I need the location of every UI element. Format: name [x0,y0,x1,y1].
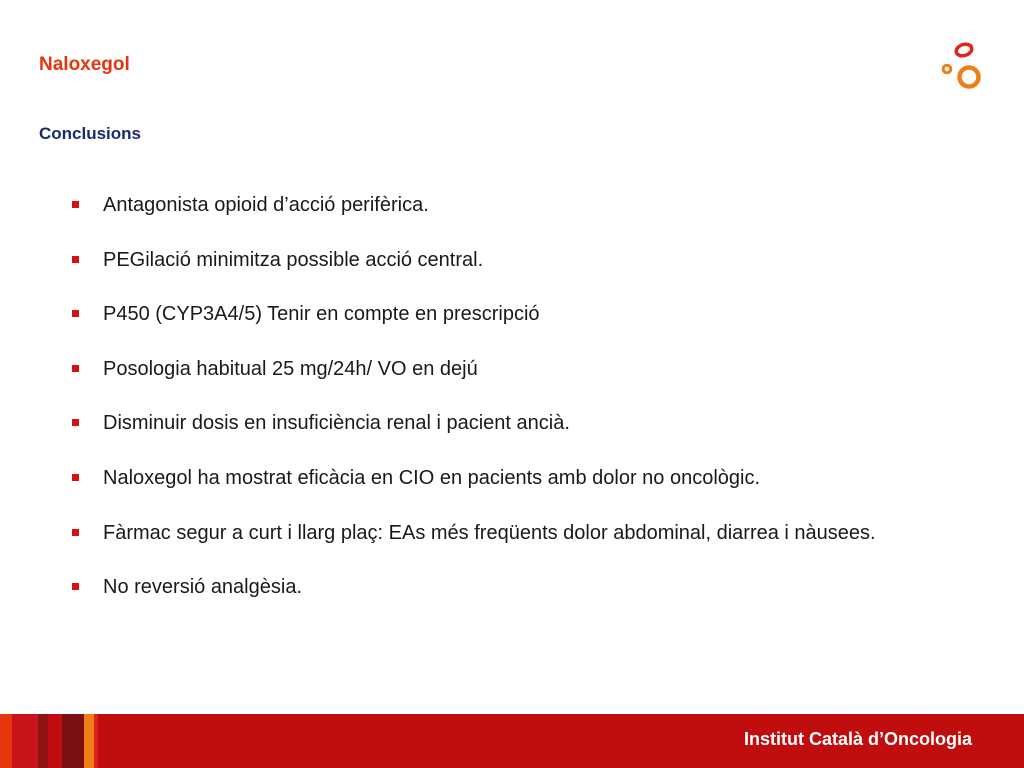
bullet-text: Posologia habitual 25 mg/24h/ VO en dejú [103,357,478,380]
footer-stripe [12,714,38,768]
bullet-text: Naloxegol ha mostrat eficàcia en CIO en pacients amb dolor no oncològic. [103,466,761,489]
footer-stripe [38,714,48,768]
footer-bar [0,714,1024,768]
bullet-square-icon [72,310,79,317]
bullet-text: P450 (CYP3A4/5) Tenir en compte en prescripció [103,303,540,326]
bullet-square-icon [72,256,79,263]
footer-institution: Institut Català d’Oncologia [743,729,972,749]
bullet-text: Fàrmac segur a curt i llarg plaç: EAs més freqüents dolor abdominal, diarrea i nàusees. [103,521,876,544]
bullet-text: PEGilació minimitza possible acció central. [103,248,484,271]
bullet-item [70,190,876,245]
bullet-square-icon [72,474,79,481]
footer-stripe [94,714,98,768]
footer-stripe [48,714,62,768]
bullet-square-icon [72,529,79,536]
bullet-item [70,518,876,573]
bullet-item [70,299,876,354]
bullet-item [70,463,876,518]
bullet-item [70,572,876,627]
bullet-square-icon [72,365,79,372]
bullet-square-icon [72,583,79,590]
slide-subtitle: Conclusions [39,124,142,143]
bullet-item [70,245,876,300]
slide-title: Naloxegol [39,54,130,75]
footer-stripe [0,714,12,768]
bullet-square-icon [72,419,79,426]
bullet-item [70,408,876,463]
bullet-text: Antagonista opioid d’acció perifèrica. [103,194,429,216]
ico-logo-icon [936,38,988,94]
bullet-text: No reversió analgèsia. [103,576,302,599]
bullet-item [70,354,876,409]
bullet-list [70,190,876,627]
bullet-text: Disminuir dosis en insuficiència renal i pacient ancià. [103,412,570,435]
footer-stripe [62,714,84,768]
bullet-square-icon [72,201,79,208]
footer-stripe [84,714,94,768]
